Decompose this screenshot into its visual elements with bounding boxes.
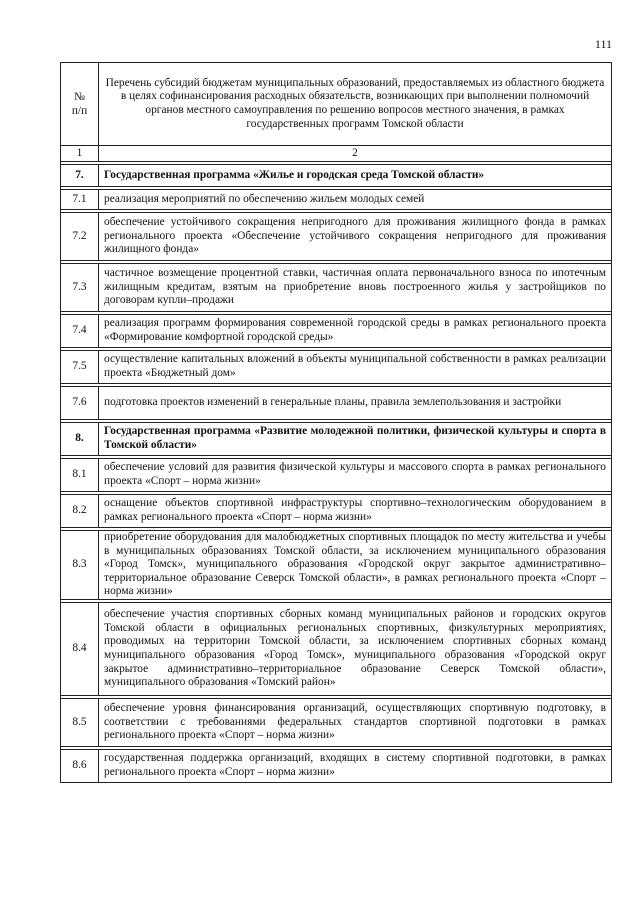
row-number: 7.4 — [61, 315, 99, 348]
subsidy-description: обеспечение условий для развития физической культуры и массового спорта в рамках регионального проекта «Спорт – норма жизни» — [99, 459, 612, 492]
table-row — [61, 351, 612, 384]
row-number: 7.6 — [61, 387, 99, 420]
column-number-row — [61, 146, 612, 162]
table-row — [61, 165, 612, 187]
row-number: 8.2 — [61, 495, 99, 528]
subsidy-table — [60, 62, 612, 783]
table-row — [61, 190, 612, 210]
header-title: Перечень субсидий бюджетам муниципальных образований, предоставляемых из областного бюджета в целях софинансирования расходных обязательств, возникающих при выполнении полномочий органов местного самоуправления по решению вопросов местного значения, в рамках государственных программ Томской области — [105, 76, 605, 130]
subsidy-description: обеспечение устойчивого сокращения непригодного для проживания жилищного фонда в рамках регионального проекта «Обеспечение устойчивого сокращения непригодного для проживания жилищного фонда» — [99, 213, 612, 261]
row-number: 8.6 — [61, 749, 99, 782]
page-number: 111 — [594, 37, 612, 51]
table-row — [61, 531, 612, 600]
table-row — [61, 495, 612, 528]
row-number: 7.5 — [61, 351, 99, 384]
row-number: 7.3 — [61, 264, 99, 312]
row-number: 8.1 — [61, 459, 99, 492]
header-number-cell — [61, 63, 99, 146]
program-title: Государственная программа «Жилье и городская среда Томской области» — [99, 165, 612, 187]
subsidy-description: реализация мероприятий по обеспечению жильем молодых семей — [99, 190, 612, 210]
column-number-1: 1 — [61, 146, 99, 162]
column-number-2: 2 — [99, 146, 612, 162]
table-row — [61, 264, 612, 312]
table-row — [61, 459, 612, 492]
row-number: 7.1 — [61, 190, 99, 210]
subsidy-description: обеспечение участия спортивных сборных команд муниципальных районов и городских округов Томской области в официальных региональных спортивных, физкультурных мероприятиях, проводимых на территории Томской области, за исключением спортивных сборных команд муниципального образования «Город Томск», муниципального образования «Городской округ закрытое административно–территориальное образование Северск Томской области», муниципального образования «Томский район» — [99, 602, 612, 695]
row-number: 8. — [61, 423, 99, 456]
subsidy-description: оснащение объектов спортивной инфраструктуры спортивно–технологическим оборудованием в рамках регионального проекта «Спорт – норма жизни» — [99, 495, 612, 528]
table-row — [61, 315, 612, 348]
table-row — [61, 698, 612, 746]
row-number: 7.2 — [61, 213, 99, 261]
table-row — [61, 749, 612, 782]
subsidy-description: осуществление капитальных вложений в объекты муниципальной собственности в рамках реализации проекта «Бюджетный дом» — [99, 351, 612, 384]
subsidy-description: реализация программ формирования современной городской среды в рамках регионального проекта «Формирование комфортной городской среды» — [99, 315, 612, 348]
subsidy-description: государственная поддержка организаций, входящих в систему спортивной подготовки, в рамках регионального проекта «Спорт – норма жизни» — [99, 749, 612, 782]
table-row — [61, 423, 612, 456]
table-row — [61, 602, 612, 695]
header-row — [61, 63, 612, 146]
subsidy-description: частичное возмещение процентной ставки, частичная оплата первоначального взноса по ипотечным жилищным кредитам, взятым на приобретение вновь построенного жилья у застройщиков по договорам купли–продажи — [99, 264, 612, 312]
header-number-label: № п/п — [71, 91, 88, 117]
row-number: 8.5 — [61, 698, 99, 746]
subsidy-description: подготовка проектов изменений в генеральные планы, правила землепользования и застройки — [99, 387, 612, 420]
row-number: 7. — [61, 165, 99, 187]
program-title: Государственная программа «Развитие молодежной политики, физической культуры и спорта в Томской области» — [99, 423, 612, 456]
subsidy-description: приобретение оборудования для малобюджетных спортивных площадок по месту жительства и учебы в муниципальных образованиях Томской области, за исключением муниципального образования «Город Томск», муниципального образования «Городской округ закрытое административно–территориальное образование Северск Томской области», в рамках регионального проекта «Спорт – норма жизни» — [99, 531, 612, 600]
row-number: 8.4 — [61, 602, 99, 695]
row-number: 8.3 — [61, 531, 99, 600]
subsidy-description: обеспечение уровня финансирования организаций, осуществляющих спортивную подготовку, в соответствии с требованиями федеральных стандартов спортивной подготовки в рамках регионального проекта «Спорт – норма жизни» — [99, 698, 612, 746]
table-row — [61, 387, 612, 420]
table-row — [61, 213, 612, 261]
header-title-cell — [99, 63, 612, 146]
